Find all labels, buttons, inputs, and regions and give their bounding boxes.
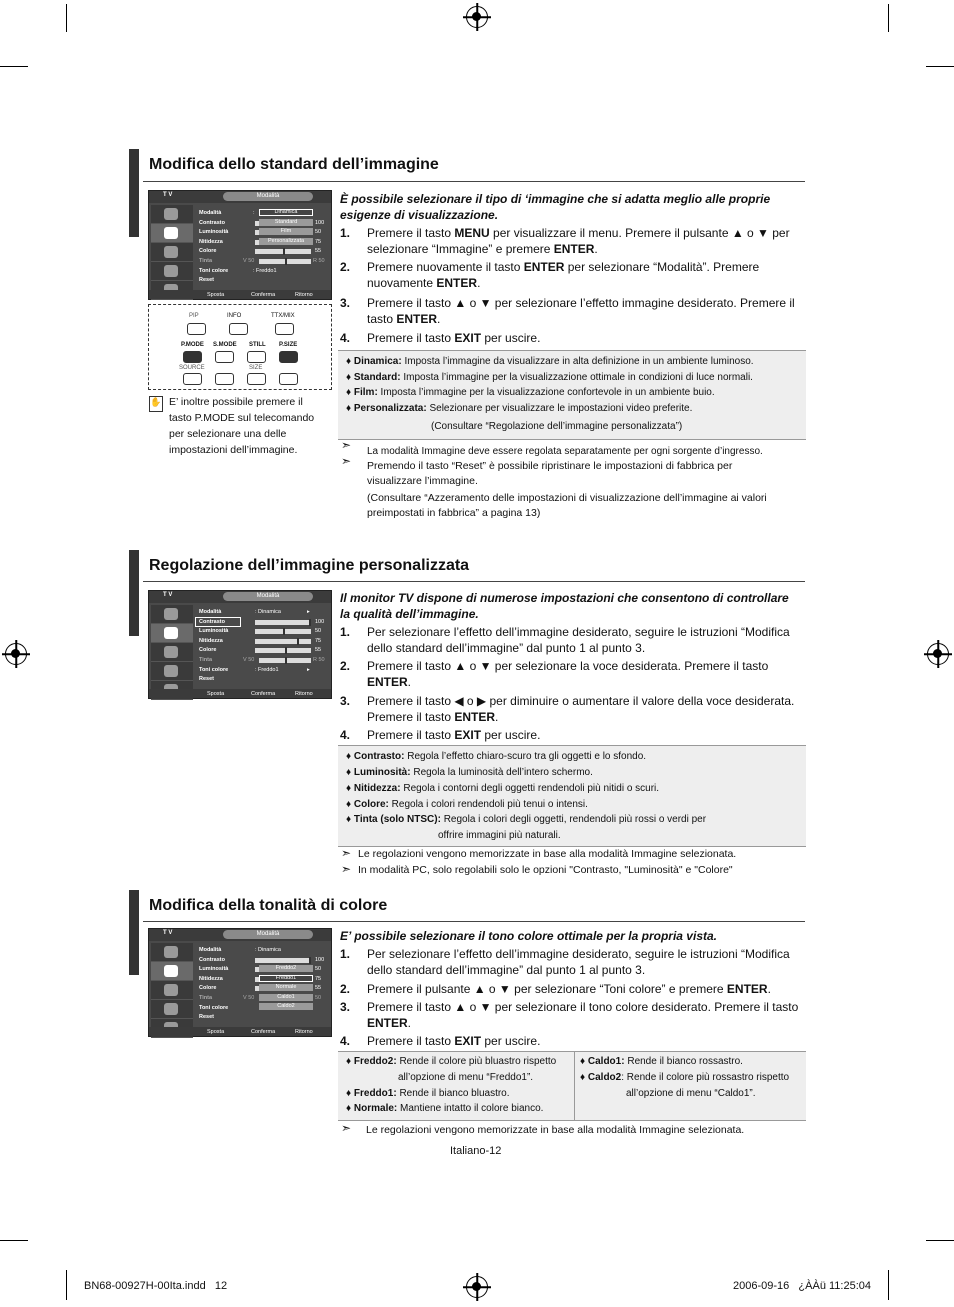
note: Premendo il tasto “Reset” è possibile ripristinare le impostazioni di fabbrica per visualizzare l’immagine.: [367, 460, 733, 487]
box-item: ♦ Colore: Regola i colori rendendoli più tenui o intensi.: [346, 799, 588, 810]
input-icon: [151, 205, 193, 224]
step: 2. Premere il pulsante ▲ o ▼ per selezionare “Toni colore” e premere ENTER.: [340, 982, 771, 996]
option: Freddo2: [259, 965, 313, 972]
crop-mark: [66, 1270, 67, 1300]
setting-description-box: [338, 745, 806, 847]
section-rule: [143, 181, 805, 182]
box-item: ♦ Dinamica: Imposta l’immagine da visualizzare in alta definizione in un ambiente luminoso.: [346, 356, 754, 367]
note: La modalità Immagine deve essere regolata separatamente per ogni sorgente d’ingresso.: [367, 446, 763, 457]
option: Caldo1: [259, 994, 313, 1001]
file-slug: BN68-00927H-00Ita.indd 12: [84, 1280, 228, 1292]
option: Caldo2: [259, 1003, 313, 1010]
menu-row: Colore: [199, 985, 217, 991]
box-item: ♦ Film: Imposta l’immagine per la visualizzazione confortevole in un ambiente buio.: [346, 387, 715, 398]
crop-mark: [926, 66, 954, 67]
footer-return: Ritorno: [295, 691, 313, 697]
box-item: ♦ Standard: Imposta l’immagine per la visualizzazione ottimale in condizioni di luce normali.: [346, 372, 753, 383]
footer-enter: Conferma: [251, 691, 276, 697]
crop-mark: [926, 1240, 954, 1241]
intro-text: Il monitor TV dispone di numerose impostazioni che consentono di controllare la qualità dell’immagine.: [340, 591, 789, 621]
channel-icon: [151, 662, 193, 681]
section-bar: [129, 890, 139, 975]
step: 3. Premere il tasto ▲ o ▼ per selezionare il tono colore desiderato. Premere il tasto ENTER.: [340, 1000, 799, 1030]
box-item: ♦ Tinta (solo NTSC): Regola i colori degli oggetti, rendendoli più rossi o verdi per: [346, 814, 707, 825]
box-item: ♦ Normale: Mantiene intatto il colore bianco.: [346, 1103, 544, 1114]
menu-row: Modalità: [199, 609, 222, 615]
crop-mark: [888, 1270, 889, 1300]
note-arrow-icon: ➣: [341, 1121, 352, 1135]
note-arrow-icon: ➣: [341, 846, 352, 860]
menu-row: Nitidezza: [199, 976, 223, 982]
menu-row: Reset: [199, 1014, 214, 1020]
menu-row: Contrasto: [199, 220, 225, 226]
option: Standard: [259, 219, 313, 226]
osd-menu-toni-colore: T V Modalità Modalità Contrasto Luminosità Nitidezza Colore Tinta Toni colore Reset : Dinamica Freddo2 Freddo1 Normale Caldo1 Caldo2 100 50 75 55 50 V 50 Sposta Conferma Ritorno: [148, 928, 332, 1037]
note: Le regolazioni vengono memorizzate in base alla modalità Immagine selezionata.: [366, 1124, 745, 1136]
menu-row: Luminosità: [199, 966, 229, 972]
menu-title: Modalità: [223, 592, 313, 601]
picture-icon: [151, 224, 193, 243]
note: (Consultare “Azzeramento delle impostazioni di visualizzazione dell’immagine ai valori preimpostati in fabbrica” a pagina 13): [367, 492, 767, 519]
section-bar: [129, 550, 139, 636]
menu-row: Reset: [199, 676, 214, 682]
menu-row: Colore: [199, 647, 217, 653]
crop-mark: [0, 1240, 28, 1241]
menu-row: Toni colore: [199, 667, 229, 673]
remote-hand-icon: ✋: [149, 396, 163, 412]
box-item: all’opzione di menu “Caldo1”.: [626, 1088, 756, 1099]
crop-mark: [0, 66, 28, 67]
registration-mark-icon: [5, 643, 27, 665]
channel-icon: [151, 1000, 193, 1019]
option: Film: [259, 228, 313, 235]
box-reference: (Consultare “Regolazione dell’immagine personalizzata”): [431, 421, 683, 432]
menu-row: Luminosità: [199, 628, 229, 634]
footer-return: Ritorno: [295, 1029, 313, 1035]
menu-title: Modalità: [223, 192, 313, 201]
osd-menu-modalita: T V Modalità Modalità Contrasto Luminosità Nitidezza Colore Tinta Toni colore Reset : Dinamica Standard Film Personalizzata 100 50 75 55 V 50 R 50 : Freddo1 Sposta Conferma Ritorno: [148, 190, 332, 300]
note-arrow-icon: ➣: [341, 438, 352, 452]
crop-mark: [66, 4, 67, 32]
note: Le regolazioni vengono memorizzate in base alla modalità Immagine selezionata.: [358, 848, 737, 860]
step: 4. Premere il tasto EXIT per uscire.: [340, 331, 541, 345]
box-item: ♦ Contrasto: Regola l’effetto chiaro-scuro tra gli oggetti e lo sfondo.: [346, 751, 647, 762]
menu-row: Tinta: [199, 995, 213, 1001]
step: 1. Per selezionare l’effetto dell’immagine desiderato, seguire le istruzioni “Modifica dello standard dell’immagine” dal punto 1 al punto 3.: [340, 947, 790, 977]
box-item: ♦ Personalizzata: Selezionare per visualizzare le impostazioni video preferite.: [346, 403, 693, 414]
input-icon: [151, 605, 193, 624]
box-item: ♦ Caldo1: Rende il bianco rossastro.: [580, 1056, 743, 1067]
menu-row: Luminosità: [199, 229, 229, 235]
menu-row: Contrasto: [199, 957, 225, 963]
osd-menu-contrasto: T V Modalità Modalità Contrasto Luminosità Nitidezza Colore Tinta Toni colore Reset : Dinamica ▸ 100 50 75 55 V 50 R 50 : Freddo1 ▸ Sposta Conferma Ritorno: [148, 590, 332, 699]
section-bar: [129, 149, 139, 237]
footer-move: Sposta: [207, 1029, 225, 1035]
box-item: ♦ Caldo2: Rende il colore più rossastro rispetto: [580, 1072, 790, 1083]
channel-icon: [151, 262, 193, 281]
menu-row: Toni colore: [199, 1005, 229, 1011]
menu-sidebar: [151, 605, 193, 700]
color-tone-box: [338, 1051, 806, 1121]
registration-mark-icon: [466, 1276, 488, 1298]
registration-mark-icon: [466, 6, 488, 28]
note-arrow-icon: ➣: [341, 862, 352, 876]
step: 3. Premere il tasto ◀ o ▶ per diminuire o aumentare il valore della voce desiderata. Premere il tasto ENTER.: [340, 694, 795, 724]
box-item: all’opzione di menu “Freddo1”.: [398, 1072, 534, 1083]
box-item-cont: offrire immagini più naturali.: [438, 830, 561, 841]
menu-sidebar: [151, 943, 193, 1038]
menu-tv-label: T V: [163, 192, 173, 198]
menu-tv-label: T V: [163, 930, 173, 936]
menu-row: Reset: [199, 277, 214, 283]
box-item: ♦ Freddo1: Rende il bianco bluastro.: [346, 1088, 510, 1099]
page-number: Italiano-12: [450, 1145, 502, 1157]
mode-description-box: [338, 350, 806, 440]
box-item: ♦ Luminosità: Regola la luminosità dell’intero schermo.: [346, 767, 593, 778]
registration-mark-icon: [927, 643, 949, 665]
menu-row: Contrasto: [199, 619, 225, 625]
step: 1. Per selezionare l’effetto dell’immagine desiderato, seguire le istruzioni “Modifica dello standard dell’immagine” dal punto 1 al punto 3.: [340, 625, 790, 655]
step: 2. Premere il tasto ▲ o ▼ per selezionare la voce desiderata. Premere il tasto ENTER.: [340, 659, 769, 689]
step: 3. Premere il tasto ▲ o ▼ per selezionare l’effetto immagine desiderato. Premere il tasto ENTER.: [340, 296, 795, 326]
option-selected: Freddo1: [259, 975, 313, 982]
menu-row: Modalità: [199, 947, 222, 953]
crop-mark: [888, 4, 889, 32]
step: 1. Premere il tasto MENU per visualizzare il menu. Premere il pulsante ▲ o ▼ per selezionare “Immagine” e premere ENTER.: [340, 226, 790, 256]
picture-icon: [151, 624, 193, 643]
sound-icon: [151, 643, 193, 662]
option-selected: Dinamica: [259, 209, 313, 216]
sound-icon: [151, 243, 193, 262]
box-item: ♦ Freddo2: Rende il colore più bluastro rispetto: [346, 1056, 557, 1067]
input-icon: [151, 943, 193, 962]
menu-title: Modalità: [223, 930, 313, 939]
note-arrow-icon: ➣: [341, 454, 352, 468]
section-title: Regolazione dell’immagine personalizzata: [149, 557, 470, 574]
menu-row: Nitidezza: [199, 638, 223, 644]
side-note: E’ inoltre possibile premere il tasto P.MODE sul telecomando per selezionare una delle impostazioni dell’immagine.: [169, 396, 315, 456]
menu-row: Nitidezza: [199, 239, 223, 245]
footer-enter: Conferma: [251, 292, 276, 298]
footer-move: Sposta: [207, 292, 225, 298]
section-title: Modifica dello standard dell’immagine: [149, 156, 439, 173]
step: 4. Premere il tasto EXIT per uscire.: [340, 728, 541, 742]
print-date: 2006-09-16 ¿ÀÀü 11:25:04: [733, 1280, 872, 1292]
step: 4. Premere il tasto EXIT per uscire.: [340, 1034, 541, 1048]
intro-text: E’ possibile selezionare il tono colore ottimale per la propria vista.: [340, 929, 717, 943]
section-rule: [143, 921, 805, 922]
option: Normale: [259, 984, 313, 991]
step: 2. Premere nuovamente il tasto ENTER per selezionare “Modalità”. Premere nuovamente ENTER.: [340, 260, 760, 290]
sound-icon: [151, 981, 193, 1000]
menu-row: Colore: [199, 248, 217, 254]
menu-row: Tinta: [199, 657, 213, 663]
menu-row: Tinta: [199, 258, 213, 264]
note: In modalità PC, solo regolabili solo le opzioni "Contrasto, "Luminosità" e "Colore": [358, 864, 733, 876]
footer-return: Ritorno: [295, 292, 313, 298]
intro-text: È possibile selezionare il tipo di ‘immagine che si adatta meglio alle proprie esigenze di visualizzazione.: [340, 192, 771, 222]
footer-enter: Conferma: [251, 1029, 276, 1035]
option: Personalizzata: [259, 238, 313, 245]
menu-tv-label: T V: [163, 592, 173, 598]
menu-row: Toni colore: [199, 268, 229, 274]
section-rule: [143, 581, 805, 582]
remote-control-diagram: PIP INFO TTX/MIX P.MODE S.MODE STILL P.SIZE SOURCE SIZE: [148, 304, 332, 390]
section-title: Modifica della tonalità di colore: [149, 897, 388, 914]
menu-sidebar: [151, 205, 193, 300]
menu-row: Modalità: [199, 210, 222, 216]
picture-icon: [151, 962, 193, 981]
box-item: ♦ Nitidezza: Regola i contorni degli oggetti rendendoli più nitidi o scuri.: [346, 783, 660, 794]
footer-move: Sposta: [207, 691, 225, 697]
